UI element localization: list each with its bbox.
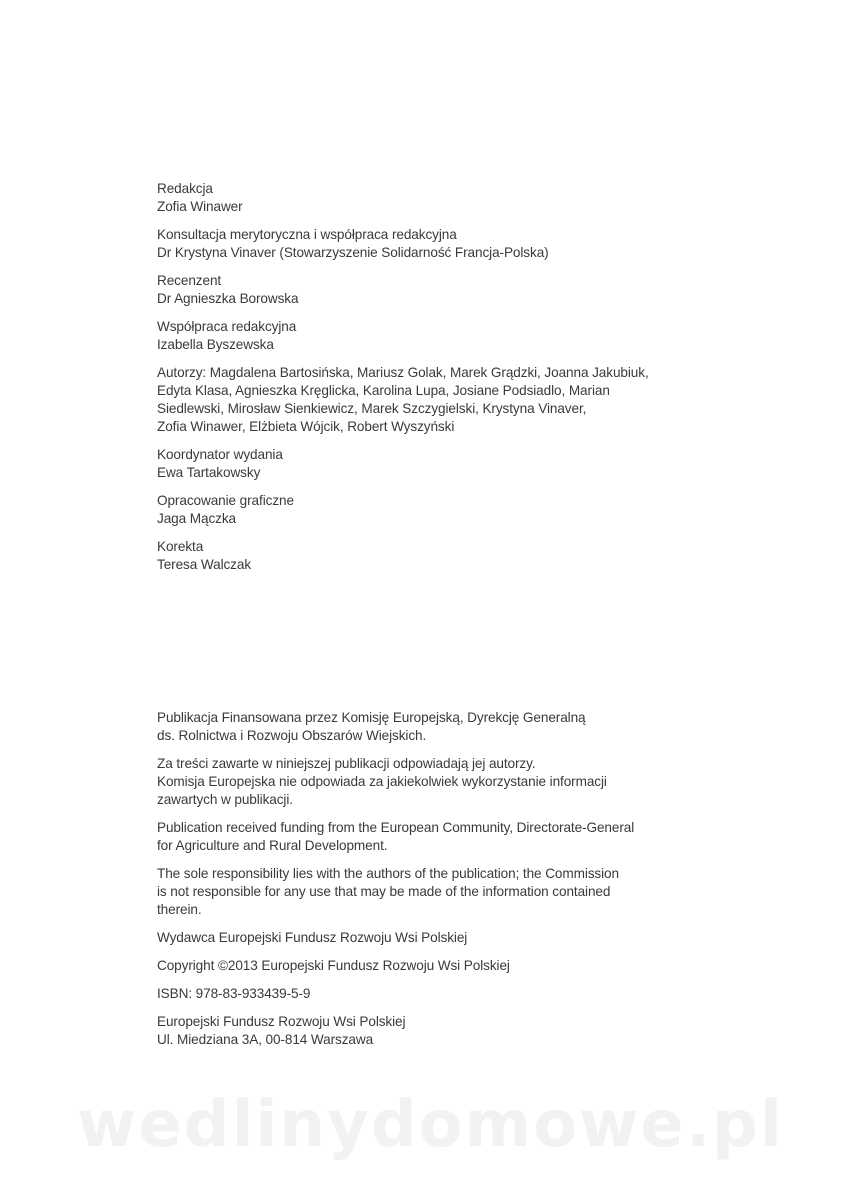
disclaimer-en: The sole responsibility lies with the authors of the publication; the Commission is not responsible for any use that may be made of the information contained therein. bbox=[157, 866, 619, 917]
disclaimer-pl: Za treści zawarte w niniejszej publikacji odpowiadają jej autorzy. Komisja Europejska nie odpowiada za jakiekolwiek wykorzystanie informacji zawartych w publikacji. bbox=[157, 756, 607, 807]
authors-line: Edyta Klasa, Agnieszka Kręglicka, Karolina Lupa, Josiane Podsiadlo, Marian bbox=[157, 383, 610, 398]
publisher-line: Wydawca Europejski Fundusz Rozwoju Wsi Polskiej bbox=[157, 930, 468, 945]
funding-notice-en: Publication received funding from the European Community, Directorate-General for Agriculture and Rural Development. bbox=[157, 820, 635, 853]
credit-names: Jaga Mączka bbox=[157, 511, 236, 526]
credit-graphic-design bbox=[157, 492, 717, 528]
isbn-line: ISBN: 978-83-933439-5-9 bbox=[157, 986, 311, 1001]
credit-reviewer bbox=[157, 272, 717, 308]
authors-line: Zofia Winawer, Elżbieta Wójcik, Robert Wyszyński bbox=[157, 419, 455, 434]
credit-names: Zofia Winawer bbox=[157, 199, 243, 214]
credit-editorial-cooperation bbox=[157, 318, 717, 354]
credit-role: Korekta bbox=[157, 539, 204, 554]
credit-proofreading bbox=[157, 538, 717, 574]
credit-names: Izabella Byszewska bbox=[157, 337, 274, 352]
credit-role: Redakcja bbox=[157, 181, 213, 196]
credits-section bbox=[157, 180, 717, 584]
credit-names: Ewa Tartakowsky bbox=[157, 465, 261, 480]
authors-list bbox=[157, 364, 717, 436]
credit-consultation bbox=[157, 226, 717, 262]
funding-notice-pl: Publikacja Finansowana przez Komisję Europejską, Dyrekcję Generalną ds. Rolnictwa i Rozwoju Obszarów Wiejskich. bbox=[157, 710, 586, 743]
watermark-text: wedlinydomowe.pl bbox=[77, 1088, 784, 1162]
credit-role: Recenzent bbox=[157, 273, 222, 288]
authors-line: Siedlewski, Mirosław Sienkiewicz, Marek Szczygielski, Krystyna Vinaver, bbox=[157, 401, 587, 416]
authors-line: Autorzy: Magdalena Bartosińska, Mariusz Golak, Marek Grądzki, Joanna Jakubiuk, bbox=[157, 365, 649, 380]
credit-coordinator bbox=[157, 446, 717, 482]
credit-names: Dr Agnieszka Borowska bbox=[157, 291, 299, 306]
copyright-line: Copyright ©2013 Europejski Fundusz Rozwoju Wsi Polskiej bbox=[157, 958, 510, 973]
credit-role: Opracowanie graficzne bbox=[157, 493, 294, 508]
colophon-section bbox=[157, 709, 717, 1059]
credit-role: Koordynator wydania bbox=[157, 447, 283, 462]
credit-role: Konsultacja merytoryczna i współpraca redakcyjna bbox=[157, 227, 457, 242]
credit-editor bbox=[157, 180, 717, 216]
credit-role: Współpraca redakcyjna bbox=[157, 319, 297, 334]
publisher-address: Europejski Fundusz Rozwoju Wsi Polskiej Ul. Miedziana 3A, 00-814 Warszawa bbox=[157, 1014, 406, 1047]
credit-names: Dr Krystyna Vinaver (Stowarzyszenie Solidarność Francja-Polska) bbox=[157, 245, 549, 260]
credit-names: Teresa Walczak bbox=[157, 557, 252, 572]
